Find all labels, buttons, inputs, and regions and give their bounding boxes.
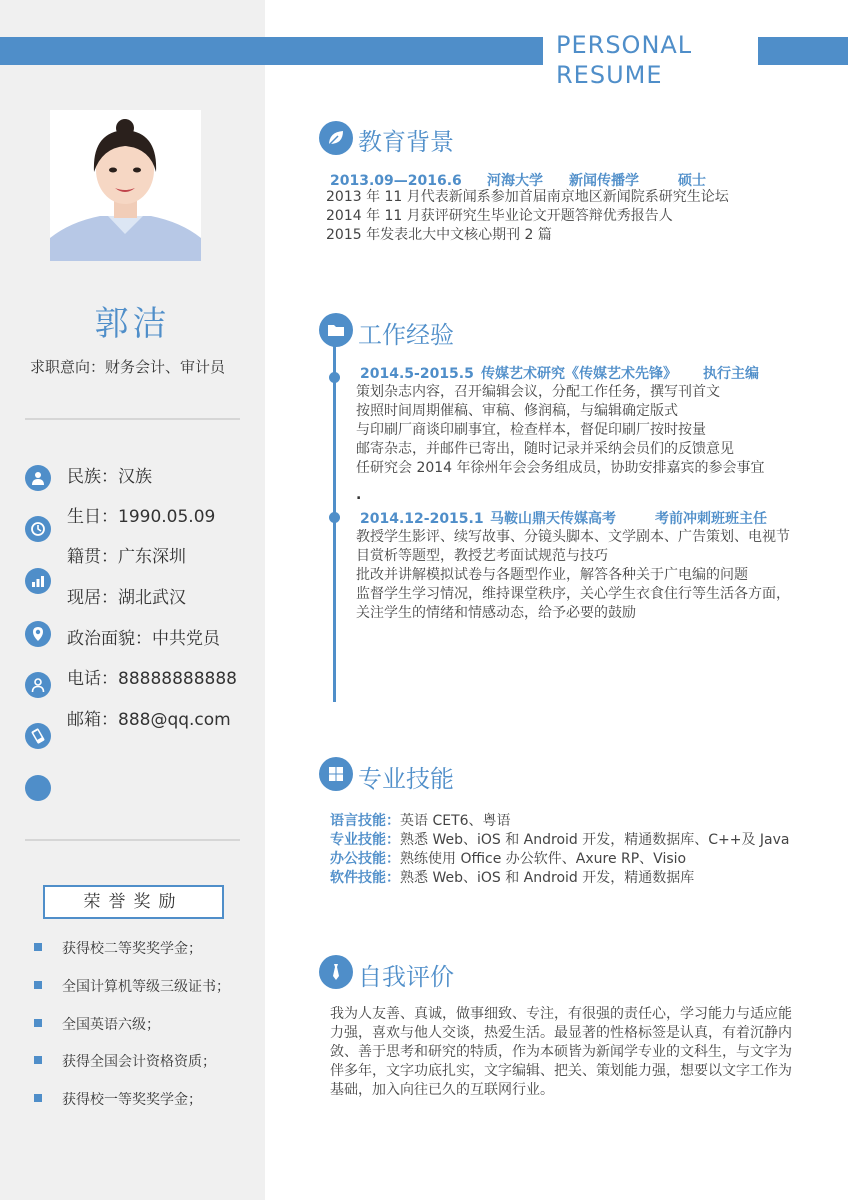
windows-icon: [319, 757, 353, 791]
education-detail: 2015 年发表北大中文核心期刊 2 篇: [326, 227, 552, 243]
timeline-dot: [329, 512, 340, 523]
job-detail: 策划杂志内容，召开编辑会议，分配工作任务，撰写刊首文: [356, 384, 720, 400]
job-detail: 按照时间周期催稿、审稿、修润稿，与编辑确定版式: [356, 403, 678, 419]
square-bullet-icon: [34, 1094, 42, 1102]
honor-item: [34, 1014, 259, 1034]
education-school: 河海大学: [487, 173, 543, 189]
education-major: 新闻传播学: [569, 173, 639, 189]
job-separator: .: [356, 487, 362, 503]
evaluation-line: 基础，加入向往已久的互联网行业。: [330, 1082, 554, 1098]
profile-photo: [50, 110, 201, 261]
info-email-value: 888@qq.com: [118, 710, 231, 730]
user-icon: [25, 672, 51, 698]
folder-icon: [319, 313, 353, 347]
chart-icon: [25, 568, 51, 594]
location-pin-icon: [25, 621, 51, 647]
info-political-label: 政治面貌：: [67, 629, 152, 649]
sidebar-divider: [25, 418, 240, 420]
info-residence-value: 湖北武汉: [118, 588, 186, 608]
honor-item: [34, 1089, 259, 1109]
phone-icon: [25, 723, 51, 749]
info-ethnicity-label: 民族：: [67, 467, 118, 487]
job-org: 马鞍山鼎天传媒高考: [490, 511, 616, 527]
education-detail: 2014 年 11 月获评研究生毕业论文开题答辩优秀报告人: [326, 208, 673, 224]
skill-row: [330, 810, 511, 830]
evaluation-line: 伴多年，文字功底扎实，文字编辑、把关、策划能力强，想要以文字工作为: [330, 1063, 792, 1079]
job-role: 执行主编: [703, 366, 759, 382]
skills-section-title: 专业技能: [358, 765, 454, 793]
job-detail: 教授学生影评、续写故事、分镜头脚本、文学剧本、广告策划、电视节: [356, 529, 790, 545]
info-residence-label: 现居：: [67, 588, 118, 608]
evaluation-line: 我为人友善、真诚，做事细致、专注，有很强的责任心，学习能力与适应能: [330, 1006, 792, 1022]
skill-row: [330, 848, 686, 868]
leaf-icon: [319, 121, 353, 155]
job-header: [360, 363, 759, 383]
info-birthday-label: 生日：: [67, 507, 118, 527]
work-section-title: 工作经验: [358, 321, 454, 349]
info-email: [22, 705, 262, 731]
skill-row: [330, 829, 790, 849]
tie-icon: [319, 955, 353, 989]
honors-title: 荣誉奖励: [43, 885, 224, 919]
education-detail: 2013 年 11 月代表新闻系参加首届南京地区新闻院系研究生论坛: [326, 189, 729, 205]
info-birthday-value: 1990.05.09: [118, 507, 216, 527]
honor-item: [34, 976, 259, 996]
job-detail: 邮寄杂志，并邮件已寄出，随时记录并采纳会员们的反馈意见: [356, 441, 734, 457]
info-phone-value: 88888888888: [118, 669, 237, 689]
job-role: 考前冲刺班班主任: [655, 511, 767, 527]
job-header: [360, 508, 767, 528]
info-residence: [22, 583, 262, 609]
job-period: 2014.5-2015.5: [360, 366, 474, 382]
job-intent: [0, 356, 255, 377]
honor-text: 获得校二等奖奖学金；: [62, 941, 202, 957]
skill-value: 熟悉 Web、iOS 和 Android 开发，精通数据库: [400, 870, 695, 886]
clock-icon: [25, 516, 51, 542]
job-detail: 与印刷厂商谈印刷事宜，检查样本，督促印刷厂按时按量: [356, 422, 706, 438]
info-political-value: 中共党员: [152, 629, 220, 649]
info-birthday: [22, 502, 262, 528]
info-hometown-value: 广东深圳: [118, 547, 186, 567]
square-bullet-icon: [34, 1056, 42, 1064]
education-header: [330, 170, 706, 190]
honor-item: [34, 938, 259, 958]
evaluation-line: 力强，喜欢与他人交谈，热爱生活。最显著的性格标签是认真，有着沉静内: [330, 1025, 792, 1041]
honor-item: [34, 1051, 259, 1071]
skill-value: 熟练使用 Office 办公软件、Axure RP、Visio: [400, 851, 687, 867]
header-band-left: [0, 37, 543, 65]
honor-text: 获得校一等奖奖学金；: [62, 1092, 202, 1108]
square-bullet-icon: [34, 981, 42, 989]
sidebar-divider-2: [25, 839, 240, 841]
info-ethnicity-value: 汉族: [118, 467, 152, 487]
skill-key: 软件技能：: [330, 870, 400, 886]
education-period: 2013.09—2016.6: [330, 173, 462, 189]
education-section-title: 教育背景: [358, 128, 454, 156]
job-detail: 任研究会 2014 年徐州年会会务组成员，协助安排嘉宾的参会事宜: [356, 460, 765, 476]
skill-value: 熟悉 Web、iOS 和 Android 开发，精通数据库、C++及 Java: [400, 832, 790, 848]
skill-key: 专业技能：: [330, 832, 400, 848]
honor-text: 全国计算机等级三级证书；: [62, 979, 230, 995]
resume-title-line2: RESUME: [556, 61, 663, 89]
timeline-dot: [329, 372, 340, 383]
job-detail: 监督学生学习情况，维持课堂秩序，关心学生衣食住行等生活各方面，: [356, 586, 790, 602]
candidate-name: 郭洁: [94, 304, 171, 344]
info-ethnicity: [22, 462, 262, 488]
resume-title: [556, 30, 756, 90]
skill-key: 办公技能：: [330, 851, 400, 867]
honor-text: 全国英语六级；: [62, 1017, 160, 1033]
job-detail: 目赏析等题型，教授艺考面试规范与技巧: [356, 548, 608, 564]
blank-circle-icon: [25, 775, 51, 801]
job-detail: 批改并讲解模拟试卷与各题型作业，解答各种关于广电编的问题: [356, 567, 748, 583]
info-phone-label: 电话：: [67, 669, 118, 689]
education-degree: 硕士: [678, 173, 706, 189]
job-detail: 关注学生的情绪和情感动态，给予必要的鼓励: [356, 605, 636, 621]
evaluation-section-title: 自我评价: [358, 963, 454, 991]
person-icon: [25, 465, 51, 491]
evaluation-line: 敛、善于思考和研究的特质，作为本硕皆为新闻学专业的文科生，与文字为: [330, 1044, 792, 1060]
info-political: [22, 624, 262, 650]
job-intent-label: 求职意向：: [29, 358, 105, 376]
job-intent-value: 财务会计、审计员: [105, 358, 226, 376]
info-email-label: 邮箱：: [67, 710, 118, 730]
skill-row: [330, 867, 694, 887]
job-org: 传媒艺术研究《传媒艺术先锋》: [481, 366, 677, 382]
honor-text: 获得全国会计资格资质；: [62, 1054, 216, 1070]
info-hometown-label: 籍贯：: [67, 547, 118, 567]
square-bullet-icon: [34, 1019, 42, 1027]
square-bullet-icon: [34, 943, 42, 951]
info-phone: [22, 664, 262, 690]
skill-value: 英语 CET6、粤语: [400, 813, 511, 829]
evaluation-text: [330, 1005, 805, 1100]
info-hometown: [22, 542, 262, 568]
header-band-right: [758, 37, 848, 65]
job-period: 2014.12-2015.1: [360, 511, 484, 527]
skill-key: 语言技能：: [330, 813, 400, 829]
resume-title-line1: PERSONAL: [556, 31, 693, 59]
